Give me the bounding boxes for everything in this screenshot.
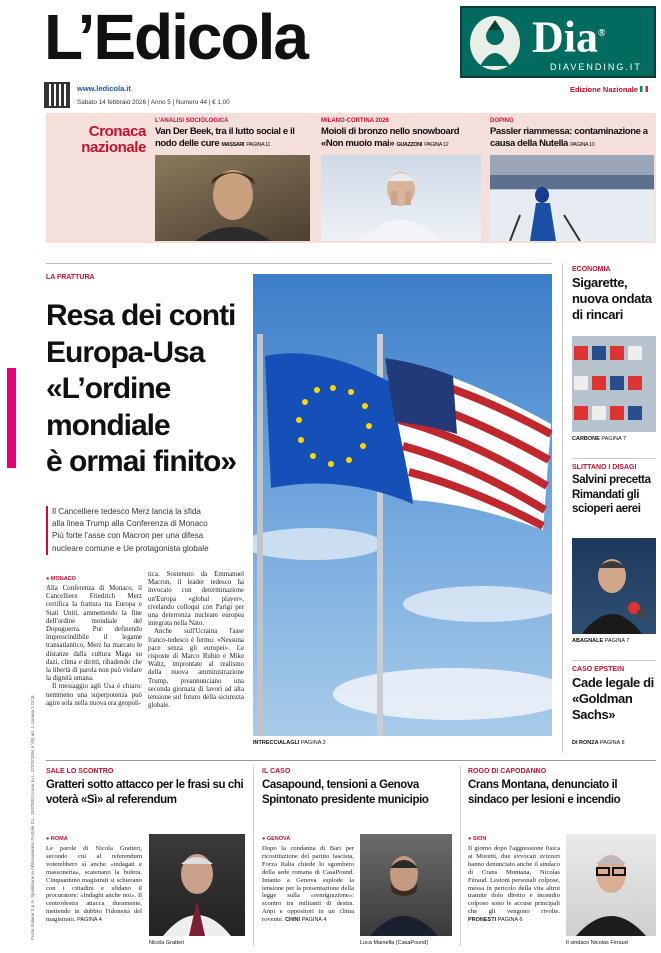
pink-marker [7, 368, 16, 468]
lead-photo-credit: INTRECCIALAGLI PAGINA 2 [253, 740, 326, 746]
lead-kicker: LA FRATTURA [46, 274, 95, 281]
sidebar-story-1-headline: Sigarette, nuova ondata di rincari [572, 275, 652, 322]
bottom-photo-1 [149, 834, 245, 936]
bottom-photo-2 [360, 834, 452, 936]
bottom-1-dateline: ● ROMA [46, 836, 68, 842]
bottom-3-dateline: ● SION [468, 836, 487, 842]
top-story-2-photo [321, 155, 481, 241]
sidebar-credit-1: CARBONE PAGINA 7 [572, 436, 627, 442]
bottom-story-3[interactable]: ROGO DI CAPODANNO Crans Montana, denunciato il sindaco per lesioni e incendio [468, 768, 656, 807]
ad-box[interactable] [460, 6, 656, 78]
top-story-1[interactable]: L'ANALISI SOCIOLOGICA Van Der Beek, tra il lutto social e il nodo delle cure MASSARI PAGINA 11 [155, 118, 310, 151]
legal-notice: Poste Italiane S.p.A. Spedizione in Abbonamento Postale D.L. 353/2003 (conv. in L. 27/02/2004 n°46) art. 1 comma 1 DCB [30, 695, 35, 940]
bottom-story-1-headline: Gratteri sotto attacco per le frasi su chi voterà «Sì» al referendum [46, 779, 244, 806]
bottom-divider-1 [253, 766, 254, 946]
sidebar-credit-3: DI RONZA PAGINA 8 [572, 740, 625, 746]
lead-dateline: ● MONACO [46, 576, 76, 582]
lead-col2: tica. Sostenuto da Emmanuel Macron, il leader tedesco ha invocato con determinazione un'Europa «global player», rivelando colloqui con Parigi per una deterrenza nucleare europea integrata nella Nato. Anche sull'Ucraina l'asse franco-tedesco è fermo: «Nessuna pace senza gli europei». Le risposte di Marco Rubio e Mike Waltz, improntate al realismo della nuova amministrazione Trump, preannunciano una seconda giornata di lavori ad alta tensione sul futuro della sicurezza globale. [148, 571, 244, 710]
bottom-caption-3: Il sindaco Nicolas Féraud [566, 940, 628, 946]
lead-top-rule [46, 263, 552, 264]
bottom-3-text: Il giorno dopo l'aggressione fisica ai Moretti, due avvocati svizzeri hanno denunciato anche il sindaco di Crans Montana, Nicolas Féraud. Lesioni personali colpose, messa in pericolo della vita altrui tramite dolo diretto e incendio colposo sono le accuse principali che gli vengono rivolte. PRONESTI PAGINA 6 [468, 845, 560, 924]
lead-col1: Alla Conferenza di Monaco, il Cancelliere Friedrich Merz certifica la frattura tra Europa e Stati Uniti, ammettendo la fine dell'ordine mondiale del Dopoguerra. Pur definendo imprescindibile il legame transatlantico, Merz ha marcato le distanze dalla cultura Maga su dazi, clima e diritti, ribadendo che la libertà di parola non può violare la dignità umana. Il messaggio agli Usa è chiaro: nemmeno una superpotenza può agire sola nella nuova era geopoli- [46, 585, 142, 707]
sidebar-photo-2 [572, 538, 656, 634]
bottom-top-rule [46, 760, 656, 761]
location-pin-icon: ● [46, 836, 50, 842]
top-story-3[interactable]: DOPING Passler riammessa: contaminazione a causa della Nutella PAGINA 10 [490, 118, 654, 151]
ad-mascot-icon [470, 16, 520, 70]
top-story-1-headline: Van Der Beek, tra il lutto social e il nodo delle cure MASSARI PAGINA 11 [155, 126, 295, 149]
location-pin-icon: ● [262, 836, 266, 842]
bottom-story-3-headline: Crans Montana, denunciato il sindaco per lesioni e incendio [468, 779, 621, 806]
location-pin-icon: ● [46, 576, 50, 582]
lead-photo-flags[interactable] [253, 274, 552, 736]
masthead-title: L’Edicola [44, 1, 307, 73]
top-story-2-headline: Moioli di bronzo nello snowboard «Non muoio mai» GUAZZONI PAGINA 12 [321, 126, 460, 149]
sidebar-story-3-headline: Cade legale di «Goldman Sachs» [572, 675, 654, 722]
sidebar-divider [562, 263, 563, 753]
sidebar-photo-1 [572, 336, 656, 432]
bottom-story-2-headline: Casapound, tensioni a Genova Spintonato presidente municipio [262, 779, 429, 806]
sidebar-credit-2: ABAGNALE PAGINA 7 [572, 638, 630, 644]
bottom-2-dateline: ● GENOVA [262, 836, 291, 842]
sidebar-story-2[interactable]: SLITTANO I DISAGI Salvini precetta Rimandati gli scioperi aerei [572, 464, 656, 517]
bottom-story-2[interactable]: IL CASO Casapound, tensioni a Genova Spintonato presidente municipio [262, 768, 456, 807]
sidebar-story-3[interactable]: CASO EPSTEIN Cade legale di «Goldman Sachs» [572, 666, 656, 723]
sidebar-rule-2 [572, 660, 656, 661]
top-story-3-photo [490, 155, 654, 241]
qr-code-icon [46, 84, 68, 106]
bottom-1-text: Le parole di Nicola Gratteri, secondo cui al referendum voterebbero sì anche «indagati e massoneria», scatenano la bufera. Cinquantuno magistrati si schierano con i cittadini e sfidano il procuratore: «Indaghi anche noi». Il centrodestra attacca duramente, mettendo in dubbio l'idoneità del magistrato. PAGINA 4 [46, 845, 142, 924]
location-pin-icon: ● [468, 836, 472, 842]
bottom-2-text: Dopo la condanna di Bari per ricostituzione del partito fascista, Forza Italia chiede lo sgombero della sede romana di CasaPound. Intanto a Genova esplode la tensione per la presentazione della legge sulla «remigrazione»: scontro tra militanti di destra. Anpi e oppositori in un clima rovente. CHINI PAGINA 4 [262, 845, 354, 924]
lead-subhead: Il Cancelliere tedesco Merz lancia la sfida alla linea Trump alla Conferenza di Monaco Più forte l’asse con Macron per una difesa nucleare comune e Ue protagonista globale [46, 506, 251, 555]
bottom-story-1[interactable]: SALE LO SCONTRO Gratteri sotto attacco per le frasi su chi voterà «Sì» al referendum [46, 768, 246, 807]
ad-brand: Dia® [532, 12, 606, 62]
bottom-caption-1: Nicola Gratteri [149, 940, 185, 946]
top-story-2[interactable]: MILANO-CORTINA 2026 Moioli di bronzo nello snowboard «Non muoio mai» GUAZZONI PAGINA 12 [321, 118, 481, 151]
sidebar-story-1[interactable]: ECONOMIA Sigarette, nuova ondata di rincari [572, 266, 656, 323]
ad-url: DIAVENDING.IT [550, 62, 642, 72]
bottom-photo-3 [566, 834, 656, 936]
sidebar-rule-1 [572, 458, 656, 459]
section-label: Cronaca nazionale [81, 123, 146, 156]
dateline: Sabato 14 febbraio 2026 | Anno 5 | Numero 44 | € 1,00 [77, 99, 230, 106]
sidebar-story-2-headline: Salvini precetta Rimandati gli scioperi aerei [572, 474, 651, 515]
bottom-caption-2: Luca Marsella (CasaPound) [360, 940, 429, 946]
lead-headline: Resa dei conti Europa-Usa «L’ordine mondiale è ormai finito» [46, 299, 237, 478]
top-story-3-headline: Passler riammessa: contaminazione a causa della Nutella PAGINA 10 [490, 126, 648, 149]
bottom-divider-2 [460, 766, 461, 946]
website-link[interactable]: www.ledicola.it [77, 84, 131, 93]
top-story-1-photo [155, 155, 310, 241]
edition-label: Edizione Nazionale [570, 85, 648, 94]
